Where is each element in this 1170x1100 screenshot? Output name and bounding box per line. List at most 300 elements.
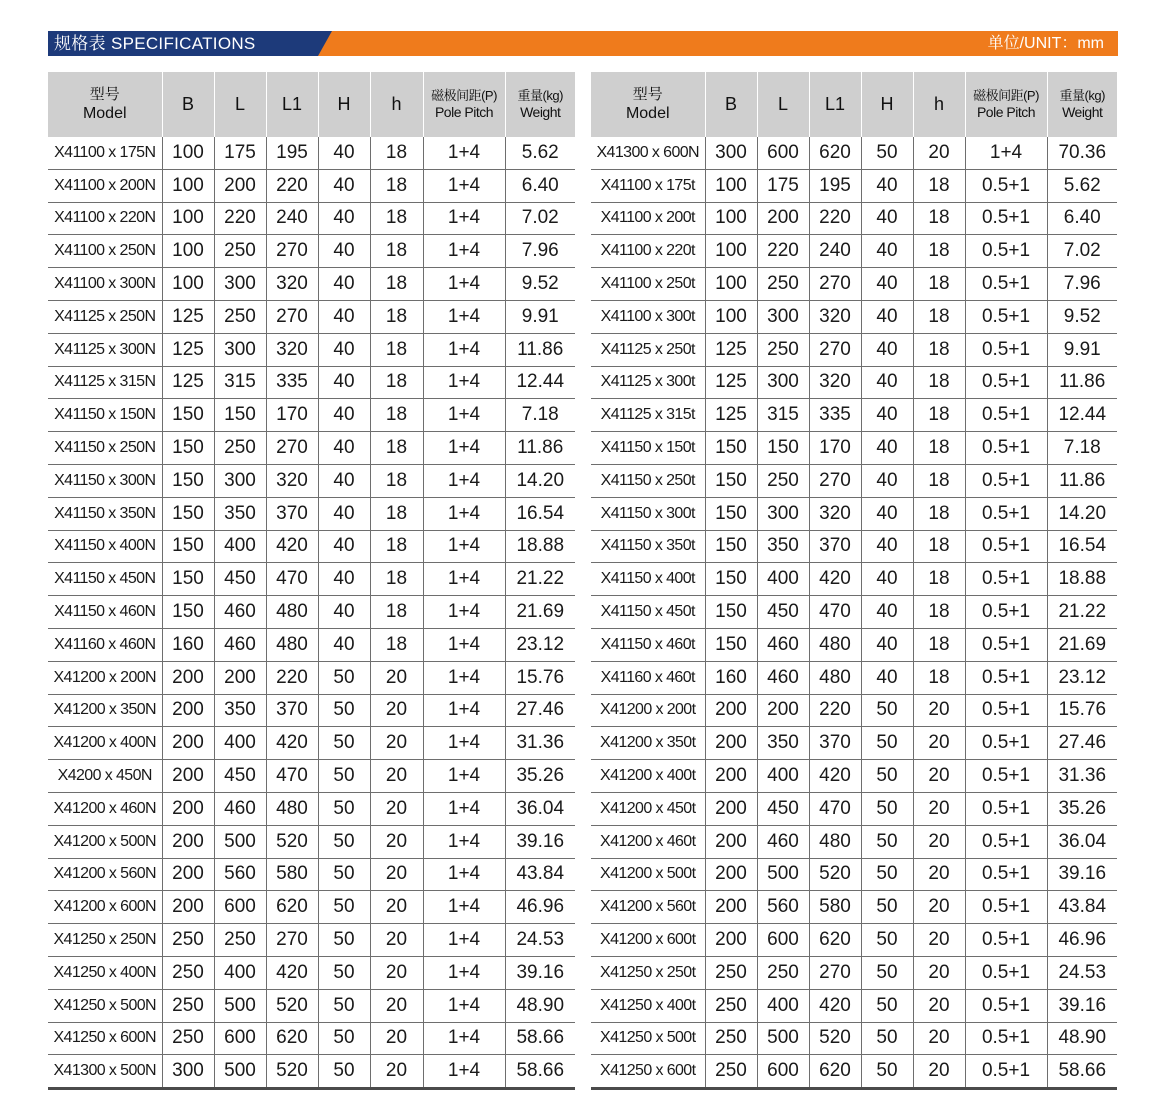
cell-pole-pitch: 0.5+1 <box>965 235 1047 268</box>
cell-pole-pitch: 0.5+1 <box>965 628 1047 661</box>
cell-l: 560 <box>757 891 809 924</box>
cell-l1: 320 <box>266 333 318 366</box>
cell-h-upper: 50 <box>318 825 370 858</box>
cell-model: X41200 x 460N <box>48 792 162 825</box>
cell-pole-pitch: 0.5+1 <box>965 1022 1047 1055</box>
cell-l1: 470 <box>809 596 861 629</box>
cell-l: 500 <box>757 1022 809 1055</box>
cell-h-lower: 18 <box>370 137 423 169</box>
cell-model: X41250 x 600t <box>600 1062 696 1080</box>
cell-model: X41250 x 500t <box>591 1022 705 1055</box>
cell-model: X41150 x 450t <box>591 596 705 629</box>
cell-h-upper: 40 <box>861 563 913 596</box>
cell-weight: 11.86 <box>505 432 575 465</box>
table-row <box>48 858 575 891</box>
cell-pole-pitch: 1+4 <box>423 333 505 366</box>
cell-pole-pitch: 0.5+1 <box>965 1055 1047 1089</box>
cell-h-lower: 18 <box>913 530 965 563</box>
cell-h-upper: 50 <box>318 989 370 1022</box>
cell-b: 100 <box>705 202 757 235</box>
cell-l1: 580 <box>266 858 318 891</box>
cell-b: 250 <box>705 1022 757 1055</box>
cell-l1: 270 <box>266 924 318 957</box>
cell-l: 350 <box>214 694 266 727</box>
cell-b: 200 <box>162 858 214 891</box>
cell-h-upper: 40 <box>318 137 370 169</box>
cell-h-upper: 40 <box>861 169 913 202</box>
cell-model: X41150 x 350t <box>591 530 705 563</box>
cell-model: X41160 x 460N <box>48 628 162 661</box>
cell-h-lower: 18 <box>370 300 423 333</box>
cell-h-lower: 20 <box>370 1055 423 1089</box>
cell-b: 200 <box>705 727 757 760</box>
cell-weight: 18.88 <box>505 530 575 563</box>
cell-h-lower: 20 <box>370 989 423 1022</box>
table-row <box>48 137 575 169</box>
cell-l1: 480 <box>809 628 861 661</box>
cell-b: 250 <box>162 989 214 1022</box>
cell-model: X41300 x 600N <box>591 137 705 169</box>
cell-pole-pitch: 1+4 <box>423 956 505 989</box>
cell-b: 250 <box>705 1055 757 1089</box>
cell-pole-pitch: 1+4 <box>423 924 505 957</box>
table-row <box>591 464 1117 497</box>
cell-b: 300 <box>705 137 757 169</box>
cell-model: X41100 x 300N <box>48 268 162 301</box>
cell-l1: 480 <box>266 628 318 661</box>
cell-b: 160 <box>162 628 214 661</box>
cell-weight: 7.18 <box>505 399 575 432</box>
cell-h-lower: 18 <box>370 235 423 268</box>
cell-h-upper: 50 <box>318 661 370 694</box>
cell-l: 500 <box>214 989 266 1022</box>
cell-l: 200 <box>757 694 809 727</box>
cell-b: 125 <box>162 366 214 399</box>
banner-title-en: SPECIFICATIONS <box>110 34 256 53</box>
cell-l: 200 <box>214 169 266 202</box>
cell-weight: 58.66 <box>505 1022 575 1055</box>
cell-b: 250 <box>705 989 757 1022</box>
table-row <box>591 694 1117 727</box>
table-row <box>591 235 1117 268</box>
cell-h-lower: 20 <box>370 727 423 760</box>
cell-weight: 24.53 <box>1047 956 1117 989</box>
cell-pole-pitch: 0.5+1 <box>965 792 1047 825</box>
cell-b: 200 <box>162 825 214 858</box>
cell-pole-pitch: 0.5+1 <box>965 333 1047 366</box>
cell-model: X41150 x 150N <box>48 399 162 432</box>
cell-l1: 470 <box>266 760 318 793</box>
cell-l1: 220 <box>266 661 318 694</box>
cell-h-lower: 20 <box>913 891 965 924</box>
cell-weight: 36.04 <box>1047 825 1117 858</box>
pole-en: Pole Pitch <box>434 104 494 120</box>
cell-weight: 14.20 <box>1047 497 1117 530</box>
cell-l1: 580 <box>809 891 861 924</box>
table-row <box>591 628 1117 661</box>
cell-b: 150 <box>705 464 757 497</box>
cell-pole-pitch: 1+4 <box>423 530 505 563</box>
cell-b: 200 <box>162 760 214 793</box>
cell-model: X41100 x 300t <box>591 300 705 333</box>
cell-pole-pitch: 1+4 <box>423 563 505 596</box>
table-row <box>48 661 575 694</box>
cell-weight: 6.40 <box>505 169 575 202</box>
cell-pole-pitch: 1+4 <box>423 235 505 268</box>
cell-l1: 520 <box>809 1022 861 1055</box>
cell-l1: 320 <box>809 497 861 530</box>
cell-model: X41150 x 450N <box>48 563 162 596</box>
cell-h-upper: 50 <box>318 1055 370 1089</box>
cell-l: 175 <box>214 137 266 169</box>
cell-h-lower: 20 <box>913 137 965 169</box>
cell-l1: 420 <box>809 760 861 793</box>
cell-h-lower: 20 <box>913 1022 965 1055</box>
cell-l: 200 <box>757 202 809 235</box>
cell-weight: 48.90 <box>1047 1022 1117 1055</box>
cell-l: 300 <box>214 268 266 301</box>
table-row <box>591 202 1117 235</box>
cell-h-upper: 40 <box>861 333 913 366</box>
table-row <box>591 432 1117 465</box>
cell-pole-pitch: 1+4 <box>423 497 505 530</box>
cell-h-lower: 20 <box>370 924 423 957</box>
col-model-header <box>591 71 705 138</box>
cell-weight: 11.86 <box>505 333 575 366</box>
col-weight-header <box>505 71 575 138</box>
cell-b: 150 <box>705 628 757 661</box>
cell-h-upper: 40 <box>861 530 913 563</box>
cell-pole-pitch: 0.5+1 <box>965 891 1047 924</box>
cell-h-upper: 40 <box>861 268 913 301</box>
cell-l1: 420 <box>809 563 861 596</box>
banner-slant <box>318 31 332 56</box>
cell-l1: 170 <box>266 399 318 432</box>
cell-b: 100 <box>705 300 757 333</box>
col-weight-header <box>1047 71 1117 138</box>
cell-l1: 270 <box>809 333 861 366</box>
cell-weight: 9.91 <box>505 300 575 333</box>
cell-weight: 7.02 <box>505 202 575 235</box>
cell-weight: 21.22 <box>1047 596 1117 629</box>
cell-l: 250 <box>214 924 266 957</box>
table-body-left <box>48 137 575 1089</box>
cell-model: X41150 x 300N <box>48 464 162 497</box>
cell-l1: 620 <box>809 1055 861 1089</box>
cell-weight: 5.62 <box>1047 169 1117 202</box>
table-row <box>48 432 575 465</box>
cell-weight: 27.46 <box>1047 727 1117 760</box>
cell-l1: 335 <box>809 399 861 432</box>
cell-pole-pitch: 1+4 <box>423 792 505 825</box>
cell-pole-pitch: 0.5+1 <box>965 760 1047 793</box>
cell-weight: 15.76 <box>505 661 575 694</box>
cell-h-lower: 20 <box>913 956 965 989</box>
cell-weight: 35.26 <box>505 760 575 793</box>
table-row <box>48 628 575 661</box>
cell-pole-pitch: 1+4 <box>423 464 505 497</box>
table-row <box>591 825 1117 858</box>
cell-weight: 12.44 <box>1047 399 1117 432</box>
cell-l: 220 <box>214 202 266 235</box>
cell-l: 150 <box>214 399 266 432</box>
cell-pole-pitch: 0.5+1 <box>965 563 1047 596</box>
cell-l: 300 <box>757 497 809 530</box>
cell-b: 100 <box>162 169 214 202</box>
cell-h-lower: 18 <box>913 268 965 301</box>
table-row <box>48 956 575 989</box>
cell-b: 200 <box>705 825 757 858</box>
cell-h-lower: 20 <box>370 858 423 891</box>
cell-b: 125 <box>162 333 214 366</box>
cell-h-upper: 50 <box>318 760 370 793</box>
cell-l1: 220 <box>809 202 861 235</box>
cell-model: X41200 x 350N <box>48 694 162 727</box>
cell-l1: 420 <box>266 530 318 563</box>
cell-h-upper: 40 <box>861 366 913 399</box>
cell-h-upper: 40 <box>861 596 913 629</box>
table-row <box>48 268 575 301</box>
cell-h-lower: 18 <box>370 464 423 497</box>
cell-l1: 620 <box>266 891 318 924</box>
cell-l1: 370 <box>809 530 861 563</box>
cell-l1: 420 <box>809 989 861 1022</box>
cell-h-upper: 50 <box>861 694 913 727</box>
cell-weight: 21.69 <box>505 596 575 629</box>
cell-l1: 195 <box>809 169 861 202</box>
cell-b: 150 <box>162 563 214 596</box>
table-row <box>591 300 1117 333</box>
table-row <box>48 1022 575 1055</box>
cell-pole-pitch: 0.5+1 <box>965 169 1047 202</box>
cell-b: 100 <box>162 235 214 268</box>
cell-l: 400 <box>214 727 266 760</box>
cell-l1: 270 <box>266 300 318 333</box>
table-row <box>591 169 1117 202</box>
cell-h-lower: 18 <box>370 530 423 563</box>
cell-l: 460 <box>757 661 809 694</box>
cell-l: 300 <box>757 300 809 333</box>
cell-pole-pitch: 0.5+1 <box>965 432 1047 465</box>
cell-l1: 320 <box>266 268 318 301</box>
cell-l: 300 <box>757 366 809 399</box>
spec-table-left <box>48 69 575 1090</box>
cell-pole-pitch: 1+4 <box>423 661 505 694</box>
cell-b: 200 <box>705 891 757 924</box>
cell-pole-pitch: 1+4 <box>423 399 505 432</box>
cell-weight: 31.36 <box>1047 760 1117 793</box>
col-l-header: L <box>757 71 809 138</box>
cell-l: 300 <box>214 333 266 366</box>
cell-pole-pitch: 1+4 <box>423 202 505 235</box>
header-row <box>591 71 1117 138</box>
cell-h-lower: 18 <box>370 628 423 661</box>
cell-weight: 18.88 <box>1047 563 1117 596</box>
cell-l: 400 <box>214 956 266 989</box>
cell-pole-pitch: 1+4 <box>423 858 505 891</box>
cell-b: 100 <box>162 202 214 235</box>
cell-l: 350 <box>757 530 809 563</box>
cell-model: X41100 x 220t <box>591 235 705 268</box>
table-row <box>591 399 1117 432</box>
cell-b: 150 <box>162 432 214 465</box>
cell-h-upper: 40 <box>861 399 913 432</box>
cell-pole-pitch: 0.5+1 <box>965 858 1047 891</box>
cell-pole-pitch: 1+4 <box>965 137 1047 169</box>
cell-weight: 39.16 <box>505 956 575 989</box>
table-row <box>591 760 1117 793</box>
table-row <box>48 891 575 924</box>
table-row <box>591 563 1117 596</box>
cell-h-upper: 50 <box>861 1022 913 1055</box>
cell-h-upper: 50 <box>861 137 913 169</box>
cell-h-upper: 50 <box>318 727 370 760</box>
cell-pole-pitch: 0.5+1 <box>965 366 1047 399</box>
model-en: Model <box>82 105 127 122</box>
cell-pole-pitch: 0.5+1 <box>965 399 1047 432</box>
cell-pole-pitch: 0.5+1 <box>965 825 1047 858</box>
cell-weight: 58.66 <box>505 1055 575 1089</box>
cell-model: X41150 x 350N <box>48 497 162 530</box>
cell-pole-pitch: 0.5+1 <box>965 661 1047 694</box>
cell-weight: 46.96 <box>1047 924 1117 957</box>
cell-pole-pitch: 1+4 <box>423 366 505 399</box>
table-row <box>48 792 575 825</box>
cell-l: 315 <box>757 399 809 432</box>
cell-l1: 335 <box>266 366 318 399</box>
cell-pole-pitch: 0.5+1 <box>965 596 1047 629</box>
cell-l: 350 <box>757 727 809 760</box>
cell-weight: 15.76 <box>1047 694 1117 727</box>
cell-model: X41100 x 200N <box>48 169 162 202</box>
cell-h-lower: 18 <box>370 563 423 596</box>
cell-pole-pitch: 0.5+1 <box>965 464 1047 497</box>
cell-h-lower: 18 <box>913 366 965 399</box>
cell-h-lower: 20 <box>370 661 423 694</box>
table-row <box>591 530 1117 563</box>
cell-h-upper: 50 <box>318 956 370 989</box>
cell-l: 220 <box>757 235 809 268</box>
cell-h-upper: 50 <box>861 989 913 1022</box>
cell-h-lower: 20 <box>370 1022 423 1055</box>
unit-label: 单位/UNIT：mm <box>987 35 1104 52</box>
cell-h-upper: 50 <box>861 891 913 924</box>
table-row <box>48 563 575 596</box>
cell-l1: 270 <box>809 268 861 301</box>
cell-h-upper: 40 <box>318 300 370 333</box>
cell-model: X41125 x 315t <box>591 399 705 432</box>
cell-l1: 520 <box>266 825 318 858</box>
table-row <box>591 366 1117 399</box>
cell-l: 250 <box>757 333 809 366</box>
cell-pole-pitch: 0.5+1 <box>965 694 1047 727</box>
col-model-header <box>48 71 162 138</box>
cell-weight: 23.12 <box>1047 661 1117 694</box>
cell-model: X41200 x 500t <box>591 858 705 891</box>
cell-model: X41200 x 400t <box>591 760 705 793</box>
cell-pole-pitch: 1+4 <box>423 760 505 793</box>
cell-h-upper: 40 <box>318 202 370 235</box>
cell-h-upper: 50 <box>861 956 913 989</box>
cell-pole-pitch: 0.5+1 <box>965 989 1047 1022</box>
cell-h-lower: 20 <box>913 760 965 793</box>
cell-b: 150 <box>162 497 214 530</box>
cell-weight: 36.04 <box>505 792 575 825</box>
cell-h-upper: 50 <box>318 891 370 924</box>
cell-l1: 320 <box>266 464 318 497</box>
cell-h-upper: 50 <box>861 858 913 891</box>
cell-l: 250 <box>214 432 266 465</box>
cell-model: X41250 x 250t <box>591 956 705 989</box>
cell-l: 450 <box>214 563 266 596</box>
cell-pole-pitch: 1+4 <box>423 268 505 301</box>
cell-h-lower: 20 <box>913 694 965 727</box>
cell-h-lower: 18 <box>913 169 965 202</box>
col-l1-header: L1 <box>266 71 318 138</box>
cell-model: X41250 x 400t <box>591 989 705 1022</box>
table-row <box>48 1055 575 1089</box>
cell-pole-pitch: 0.5+1 <box>965 956 1047 989</box>
cell-b: 300 <box>162 1055 214 1089</box>
cell-l: 500 <box>214 1055 266 1089</box>
cell-h-upper: 50 <box>861 924 913 957</box>
cell-pole-pitch: 1+4 <box>423 891 505 924</box>
cell-model: X41100 x 175N <box>48 137 162 169</box>
col-h-lower-header: h <box>913 71 965 138</box>
cell-b: 100 <box>162 137 214 169</box>
cell-h-upper: 40 <box>318 366 370 399</box>
cell-h-lower: 20 <box>913 924 965 957</box>
table-row <box>591 661 1117 694</box>
cell-h-upper: 50 <box>318 792 370 825</box>
cell-h-lower: 18 <box>913 432 965 465</box>
cell-h-lower: 18 <box>913 628 965 661</box>
cell-l1: 520 <box>266 1055 318 1089</box>
cell-b: 200 <box>162 727 214 760</box>
cell-weight: 7.02 <box>1047 235 1117 268</box>
col-pole-pitch-header <box>965 71 1047 138</box>
cell-weight: 58.66 <box>1047 1055 1117 1089</box>
cell-weight: 12.44 <box>505 366 575 399</box>
cell-b: 150 <box>162 399 214 432</box>
cell-model: X41250 x 250N <box>48 924 162 957</box>
cell-model: X41125 x 315N <box>48 366 162 399</box>
cell-weight: 43.84 <box>505 858 575 891</box>
cell-b: 150 <box>705 563 757 596</box>
table-row <box>591 956 1117 989</box>
cell-b: 200 <box>705 924 757 957</box>
cell-l: 400 <box>214 530 266 563</box>
cell-b: 150 <box>705 596 757 629</box>
cell-h-lower: 18 <box>370 202 423 235</box>
table-row <box>48 989 575 1022</box>
table-row <box>48 202 575 235</box>
cell-model: X41150 x 400N <box>48 530 162 563</box>
cell-l: 315 <box>214 366 266 399</box>
cell-model: X41200 x 450t <box>591 792 705 825</box>
cell-model: X41150 x 250t <box>591 464 705 497</box>
cell-h-lower: 18 <box>370 333 423 366</box>
cell-b: 200 <box>705 694 757 727</box>
cell-l: 450 <box>214 760 266 793</box>
cell-l: 600 <box>214 1022 266 1055</box>
cell-l: 300 <box>214 464 266 497</box>
cell-weight: 16.54 <box>1047 530 1117 563</box>
cell-model: X41150 x 300t <box>591 497 705 530</box>
cell-weight: 9.52 <box>1047 300 1117 333</box>
cell-l: 450 <box>757 596 809 629</box>
cell-l: 350 <box>214 497 266 530</box>
